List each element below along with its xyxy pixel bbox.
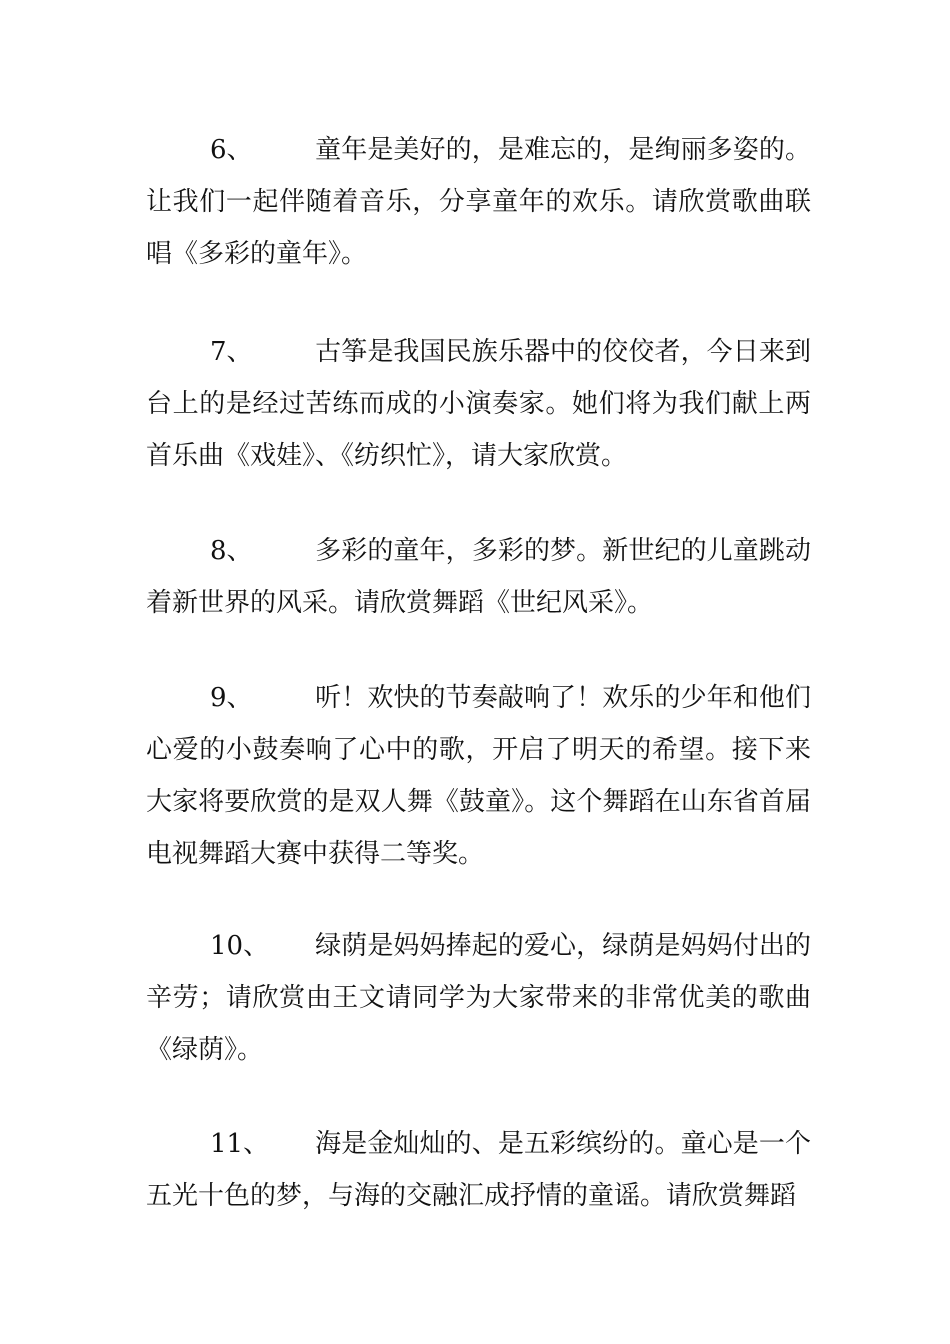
paragraph-number: 7、 [210,337,253,367]
paragraph-text: 听！欢快的节奏敲响了！欢乐的少年和他们心爱的小鼓奏响了心中的歌，开启了明天的希望。接下来大家将要欣赏的是双人舞《鼓童》。这个舞蹈在山东省首届电视舞蹈大赛中获得二等奖。 [146,683,811,869]
paragraph-number: 8、 [210,536,253,566]
paragraph-text: 古筝是我国民族乐器中的佼佼者，今日来到台上的是经过苦练而成的小演奏家。她们将为我们献上两首乐曲《戏娃》、《纺织忙》，请大家欣赏。 [146,337,811,471]
paragraph-text: 多彩的童年，多彩的梦。新世纪的儿童跳动着新世界的风采。请欣赏舞蹈《世纪风采》。 [146,536,811,618]
paragraph-9 [146,672,811,880]
paragraph-text: 童年是美好的，是难忘的，是绚丽多姿的。让我们一起伴随着音乐，分享童年的欢乐。请欣赏歌曲联唱《多彩的童年》。 [146,135,811,269]
paragraph-7 [146,326,811,482]
paragraph-number: 6、 [210,135,253,165]
paragraph-number: 11、 [210,1129,270,1159]
paragraph-8 [146,525,811,629]
paragraph-6 [146,124,811,280]
paragraph-11 [146,1118,811,1222]
paragraph-number: 10、 [210,931,270,961]
paragraph-number: 9、 [210,683,253,713]
paragraph-text: 绿荫是妈妈捧起的爱心，绿荫是妈妈付出的辛劳；请欣赏由王文请同学为大家带来的非常优美的歌曲《绿荫》。 [146,931,811,1065]
paragraph-10 [146,920,811,1076]
paragraph-text: 海是金灿灿的、是五彩缤纷的。童心是一个五光十色的梦，与海的交融汇成抒情的童谣。请欣赏舞蹈 [146,1129,811,1211]
